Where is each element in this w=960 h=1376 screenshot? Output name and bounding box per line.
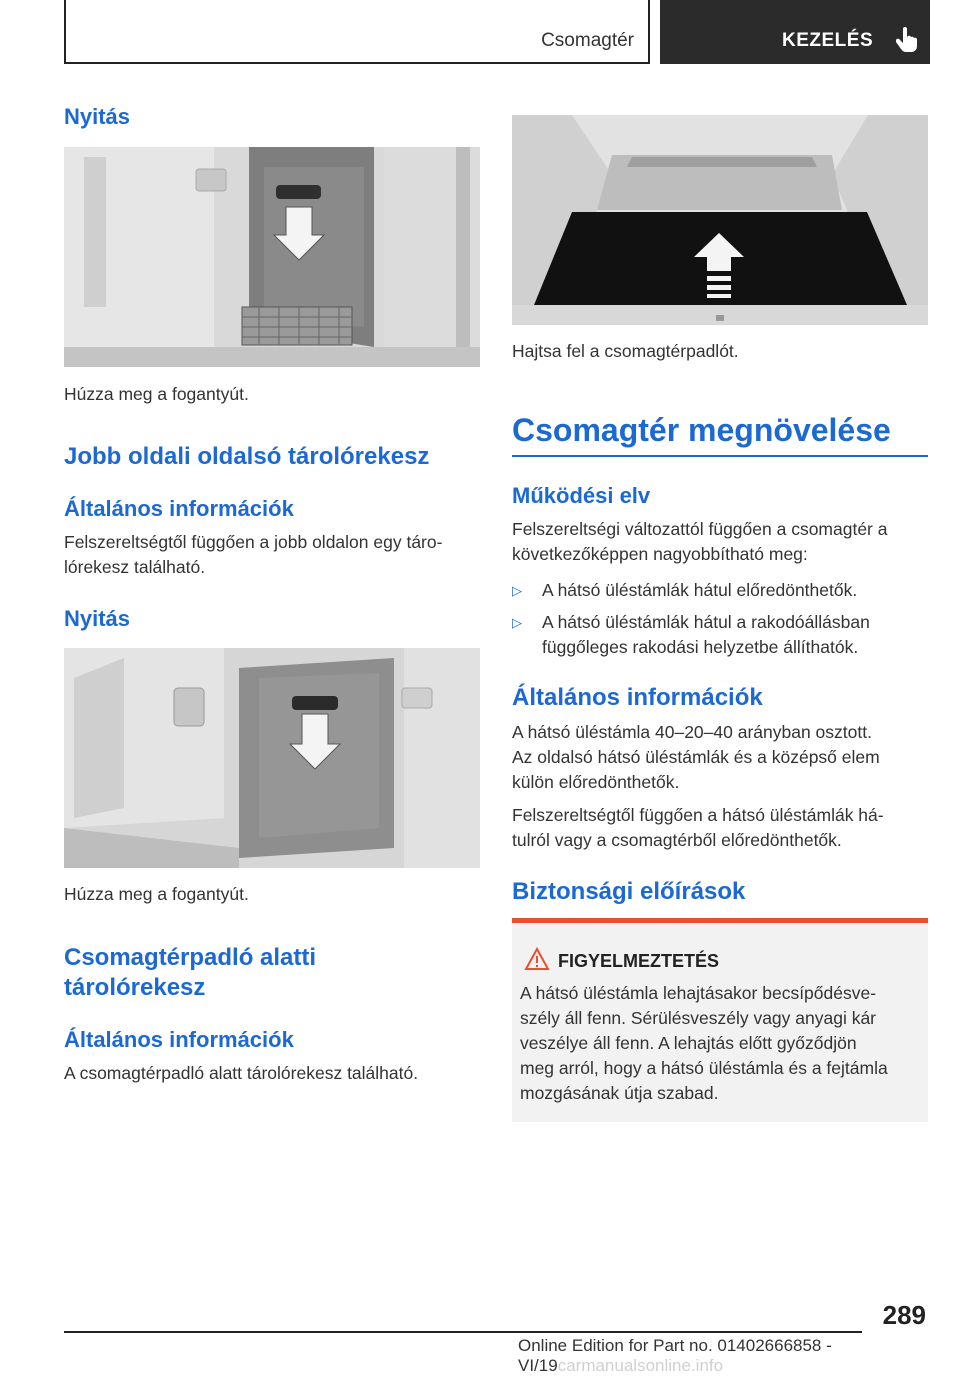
- warning-triangle-icon: [524, 947, 550, 976]
- general-info-1-line-2: lórekesz található.: [64, 557, 206, 577]
- heading-safety: Biztonsági előírások: [512, 878, 746, 905]
- bullet-item-2-line-2: függőleges rakodási helyzetbe állíthatók.: [542, 637, 859, 657]
- warning-line-1: A hátsó üléstámla lehajtásakor becsípődésve-: [520, 983, 877, 1003]
- principle-line-1: Felszereltségi változattól függően a csomagtér a: [512, 519, 888, 539]
- warning-box: [512, 918, 928, 1122]
- general-info-4-line-2: tulról vagy a csomagtérből előredönthetők.: [512, 830, 842, 850]
- footer-rule: [64, 1331, 862, 1333]
- general-info-2-text: A csomagtérpadló alatt tárolórekesz található.: [64, 1063, 419, 1083]
- heading-general-info-3: Általános információk: [512, 684, 763, 711]
- warning-line-4: meg arról, hogy a hátsó üléstámla és a fejtámla: [520, 1058, 888, 1078]
- general-info-1-line-1: Felszereltségtől függően a jobb oldalon egy táro-: [64, 532, 443, 552]
- heading-cargo-enlarge: Csomagtér megnövelése: [512, 412, 891, 448]
- photo-cargo-floor: [512, 115, 928, 325]
- bullet-item-2-line-1: A hátsó üléstámlák hátul a rakodóállásban: [542, 612, 870, 632]
- header-chapter-box: [660, 0, 930, 64]
- chapter-title: KEZELÉS: [782, 30, 874, 51]
- header-section-box: [64, 0, 650, 64]
- heading-underfloor-line-2: tárolórekesz: [64, 974, 206, 1001]
- footer-edition-text: Online Edition for Part no. 01402666858 - VI/19: [518, 1336, 832, 1375]
- photo-side-compartment-handle: [64, 147, 480, 367]
- section-title: Csomagtér: [541, 30, 634, 51]
- hand-pointer-icon: [896, 26, 918, 57]
- triangle-bullet-icon: ▷: [512, 615, 522, 630]
- principle-line-2: következőképpen nagyobbítható meg:: [512, 544, 808, 564]
- photo-right-compartment-handle: [64, 648, 480, 868]
- warning-text: [520, 981, 920, 1106]
- warning-line-2: szély áll fenn. Sérülésveszély vagy anyagi kár: [520, 1008, 877, 1028]
- heading-right-side-compartment: Jobb oldali oldalsó tárolórekesz: [64, 443, 430, 470]
- warning-title: FIGYELMEZTETÉS: [558, 951, 720, 971]
- caption-pull-handle-2: Húzza meg a fogantyút.: [64, 884, 249, 904]
- bullet-item-1-text: A hátsó üléstámlák hátul előredönthetők.: [542, 580, 858, 600]
- caption-lift-floor: Hajtsa fel a csomagtérpadlót.: [512, 341, 739, 361]
- general-info-3-line-3: külön előredönthetők.: [512, 772, 680, 792]
- page-number: 289: [882, 1300, 926, 1330]
- footer-edition: [518, 1336, 960, 1376]
- footer-watermark: carmanualsonline.info: [557, 1356, 724, 1375]
- warning-line-5: mozgásának útja szabad.: [520, 1083, 719, 1103]
- warning-line-3: veszélye áll fenn. A lehajtás előtt győződjön: [520, 1033, 857, 1053]
- bullet-item-2: [512, 610, 928, 660]
- caption-pull-handle-1: Húzza meg a fogantyút.: [64, 384, 249, 404]
- bullet-item-1: [512, 578, 928, 603]
- heading-opening-2: Nyitás: [64, 606, 131, 631]
- general-info-3-line-1: A hátsó üléstámla 40–20–40 arányban osztott.: [512, 722, 872, 742]
- heading-general-info-1: Általános információk: [64, 496, 294, 521]
- heading-underfloor-line-1: Csomagtérpadló alatti: [64, 944, 317, 971]
- heading-opening-1: Nyitás: [64, 104, 131, 129]
- heading-general-info-2: Általános információk: [64, 1027, 294, 1052]
- triangle-bullet-icon: ▷: [512, 583, 522, 598]
- general-info-3-line-2: Az oldalsó hátsó üléstámlák és a középső elem: [512, 747, 880, 767]
- heading-underline: [512, 455, 928, 457]
- heading-principle: Működési elv: [512, 483, 651, 508]
- general-info-4-line-1: Felszereltségtől függően a hátsó üléstámlák há-: [512, 805, 884, 825]
